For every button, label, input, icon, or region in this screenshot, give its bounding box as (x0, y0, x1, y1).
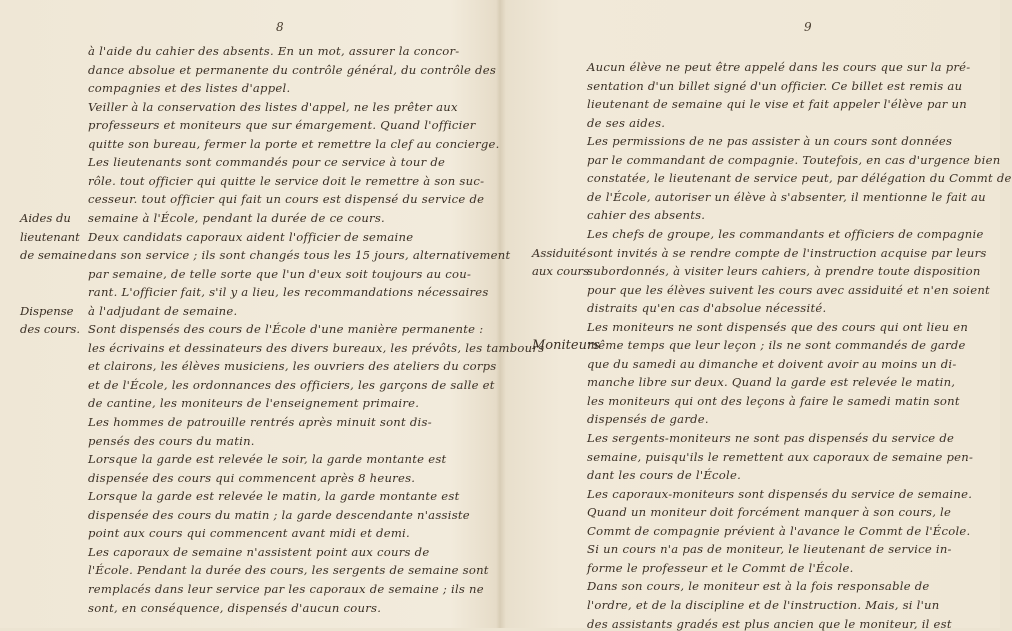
manuscript-line: de l'École, autoriser un élève à s'absenter, il mentionne le fait au (587, 189, 986, 204)
manuscript-line: et de l'École, les ordonnances des officiers, les garçons de salle et (88, 377, 495, 392)
manuscript-line: sont, en conséquence, dispensés d'aucun cours. (88, 600, 382, 615)
manuscript-line: distraits qu'en cas d'absolue nécessité. (587, 301, 827, 316)
manuscript-line: remplacés dans leur service par les caporaux de semaine ; ils ne (88, 581, 484, 596)
manuscript-line: et clairons, les élèves musiciens, les ouvriers des ateliers du corps (88, 359, 497, 374)
manuscript-line: même temps que leur leçon ; ils ne sont commandés de garde (587, 338, 966, 353)
manuscript-line: Lorsque la garde est relevée le matin, la garde montante est (88, 489, 460, 504)
manuscript-line: de ses aides. (587, 115, 666, 130)
manuscript-line: semaine à l'École, pendant la durée de ce cours. (88, 210, 385, 225)
margin-heading: de semaine (20, 248, 87, 263)
manuscript-line: à l'adjudant de semaine. (88, 303, 238, 318)
manuscript-line: Dans son cours, le moniteur est à la fois responsable de (587, 579, 930, 594)
margin-heading: lieutenant (20, 229, 80, 244)
manuscript-line: que du samedi au dimanche et doivent avoir au moins un di- (587, 356, 957, 371)
margin-heading: Dispense (20, 303, 74, 318)
page-number: 9 (804, 20, 812, 34)
manuscript-line: quitte son bureau, fermer la porte et remettre la clef au concierge. (88, 136, 500, 151)
manuscript-line: par le commandant de compagnie. Toutefois, en cas d'urgence bien (587, 152, 1001, 167)
manuscript-line: professeurs et moniteurs que sur émargement. Quand l'officier (88, 118, 476, 133)
manuscript-line: Aucun élève ne peut être appelé dans les cours que sur la pré- (587, 60, 971, 74)
manuscript-line: rôle. tout officier qui quitte le service doit le remettre à son suc- (88, 173, 485, 188)
manuscript-line: des assistants gradés est plus ancien que le moniteur, il est (587, 616, 952, 631)
manuscript-line: sont invités à se rendre compte de l'instruction acquise par leurs (587, 245, 987, 260)
manuscript-line: pour que les élèves suivent les cours avec assiduité et n'en soient (587, 282, 990, 297)
manuscript-line: Les permissions de ne pas assister à un cours sont données (587, 134, 953, 149)
manuscript-line: cesseur. tout officier qui fait un cours est dispensé du service de (88, 192, 485, 207)
manuscript-line: dispensée des cours qui commencent après 8 heures. (88, 470, 416, 485)
manuscript-line: de cantine, les moniteurs de l'enseignement primaire. (88, 396, 420, 411)
margin-heading: Assiduité (532, 245, 587, 260)
manuscript-line: dant les cours de l'École. (587, 468, 742, 483)
manuscript-line: par semaine, de telle sorte que l'un d'eux soit toujours au cou- (88, 266, 472, 281)
manuscript-line: Les chefs de groupe, les commandants et officiers de compagnie (587, 226, 984, 241)
manuscript-line: Les caporaux-moniteurs sont dispensés du service de semaine. (587, 486, 973, 501)
manuscript-line: Deux candidats caporaux aident l'officier de semaine (88, 229, 414, 244)
manuscript-line: Sont dispensés des cours de l'École d'une manière permanente : (88, 322, 484, 337)
manuscript-line: dispensée des cours du matin ; la garde descendante n'assiste (88, 507, 470, 522)
manuscript-line: lieutenant de semaine qui le vise et fait appeler l'élève par un (587, 97, 967, 112)
manuscript-line: Commt de compagnie prévient à l'avance le Commt de l'École. (587, 523, 971, 538)
manuscript-line: subordonnés, à visiter leurs cahiers, à prendre toute disposition (587, 264, 981, 279)
manuscript-line: semaine, puisqu'ils le remettent aux caporaux de semaine pen- (587, 449, 974, 464)
manuscript-line: Les caporaux de semaine n'assistent point aux cours de (88, 544, 430, 559)
manuscript-line: Les hommes de patrouille rentrés après minuit sont dis- (88, 415, 432, 429)
manuscript-line: Si un cours n'a pas de moniteur, le lieutenant de service in- (587, 542, 952, 557)
manuscript-line: pensés des cours du matin. (88, 433, 255, 448)
manuscript-line: point aux cours qui commencent avant midi et demi. (88, 526, 410, 541)
manuscript-line: cahier des absents. (587, 208, 706, 223)
manuscript-line: Les moniteurs ne sont dispensés que des cours qui ont lieu en (587, 319, 969, 334)
margin-heading: aux cours (532, 264, 590, 279)
manuscript-line: constatée, le lieutenant de service peut, par délégation du Commt de (587, 171, 1012, 186)
manuscript-line: les écrivains et dessinateurs des divers bureaux, les prévôts, les tambours (88, 340, 545, 355)
manuscript-line: Les sergents-moniteurs ne sont pas dispensés du service de (587, 431, 955, 445)
manuscript-line: sentation d'un billet signé d'un officier. Ce billet est remis au (587, 78, 963, 93)
margin-heading: Moniteurs (532, 338, 600, 354)
manuscript-line: rant. L'officier fait, s'il y a lieu, les recommandations nécessaires (88, 285, 489, 300)
manuscript-line: dispensés de garde. (587, 412, 709, 427)
margin-heading: Aides du (20, 210, 71, 225)
manuscript-line: à l'aide du cahier des absents. En un mot, assurer la concor- (88, 44, 460, 58)
manuscript-line: Quand un moniteur doit forcément manquer à son cours, le (587, 505, 952, 520)
manuscript-line: dans son service ; ils sont changés tous les 15 jours, alternativement (88, 248, 511, 263)
manuscript-line: les moniteurs qui ont des leçons à faire le samedi matin sont (587, 393, 960, 408)
page-number: 8 (276, 20, 284, 34)
manuscript-line: Veiller à la conservation des listes d'appel, ne les prêter aux (88, 99, 458, 114)
manuscript-line: dance absolue et permanente du contrôle général, du contrôle des (88, 62, 497, 77)
manuscript-line: compagnies et des listes d'appel. (88, 81, 291, 96)
margin-heading: des cours. (20, 322, 81, 337)
right-page (502, 0, 1012, 631)
manuscript-line: Les lieutenants sont commandés pour ce service à tour de (88, 155, 446, 170)
manuscript-line: l'ordre, et de la discipline et de l'instruction. Mais, si l'un (587, 597, 940, 612)
manuscript-line: manche libre sur deux. Quand la garde est relevée le matin, (587, 375, 956, 390)
manuscript-line: forme le professeur et le Commt de l'École. (587, 560, 854, 575)
manuscript-line: Lorsque la garde est relevée le soir, la garde montante est (88, 452, 447, 467)
manuscript-line: l'École. Pendant la durée des cours, les sergents de semaine sont (88, 563, 489, 578)
